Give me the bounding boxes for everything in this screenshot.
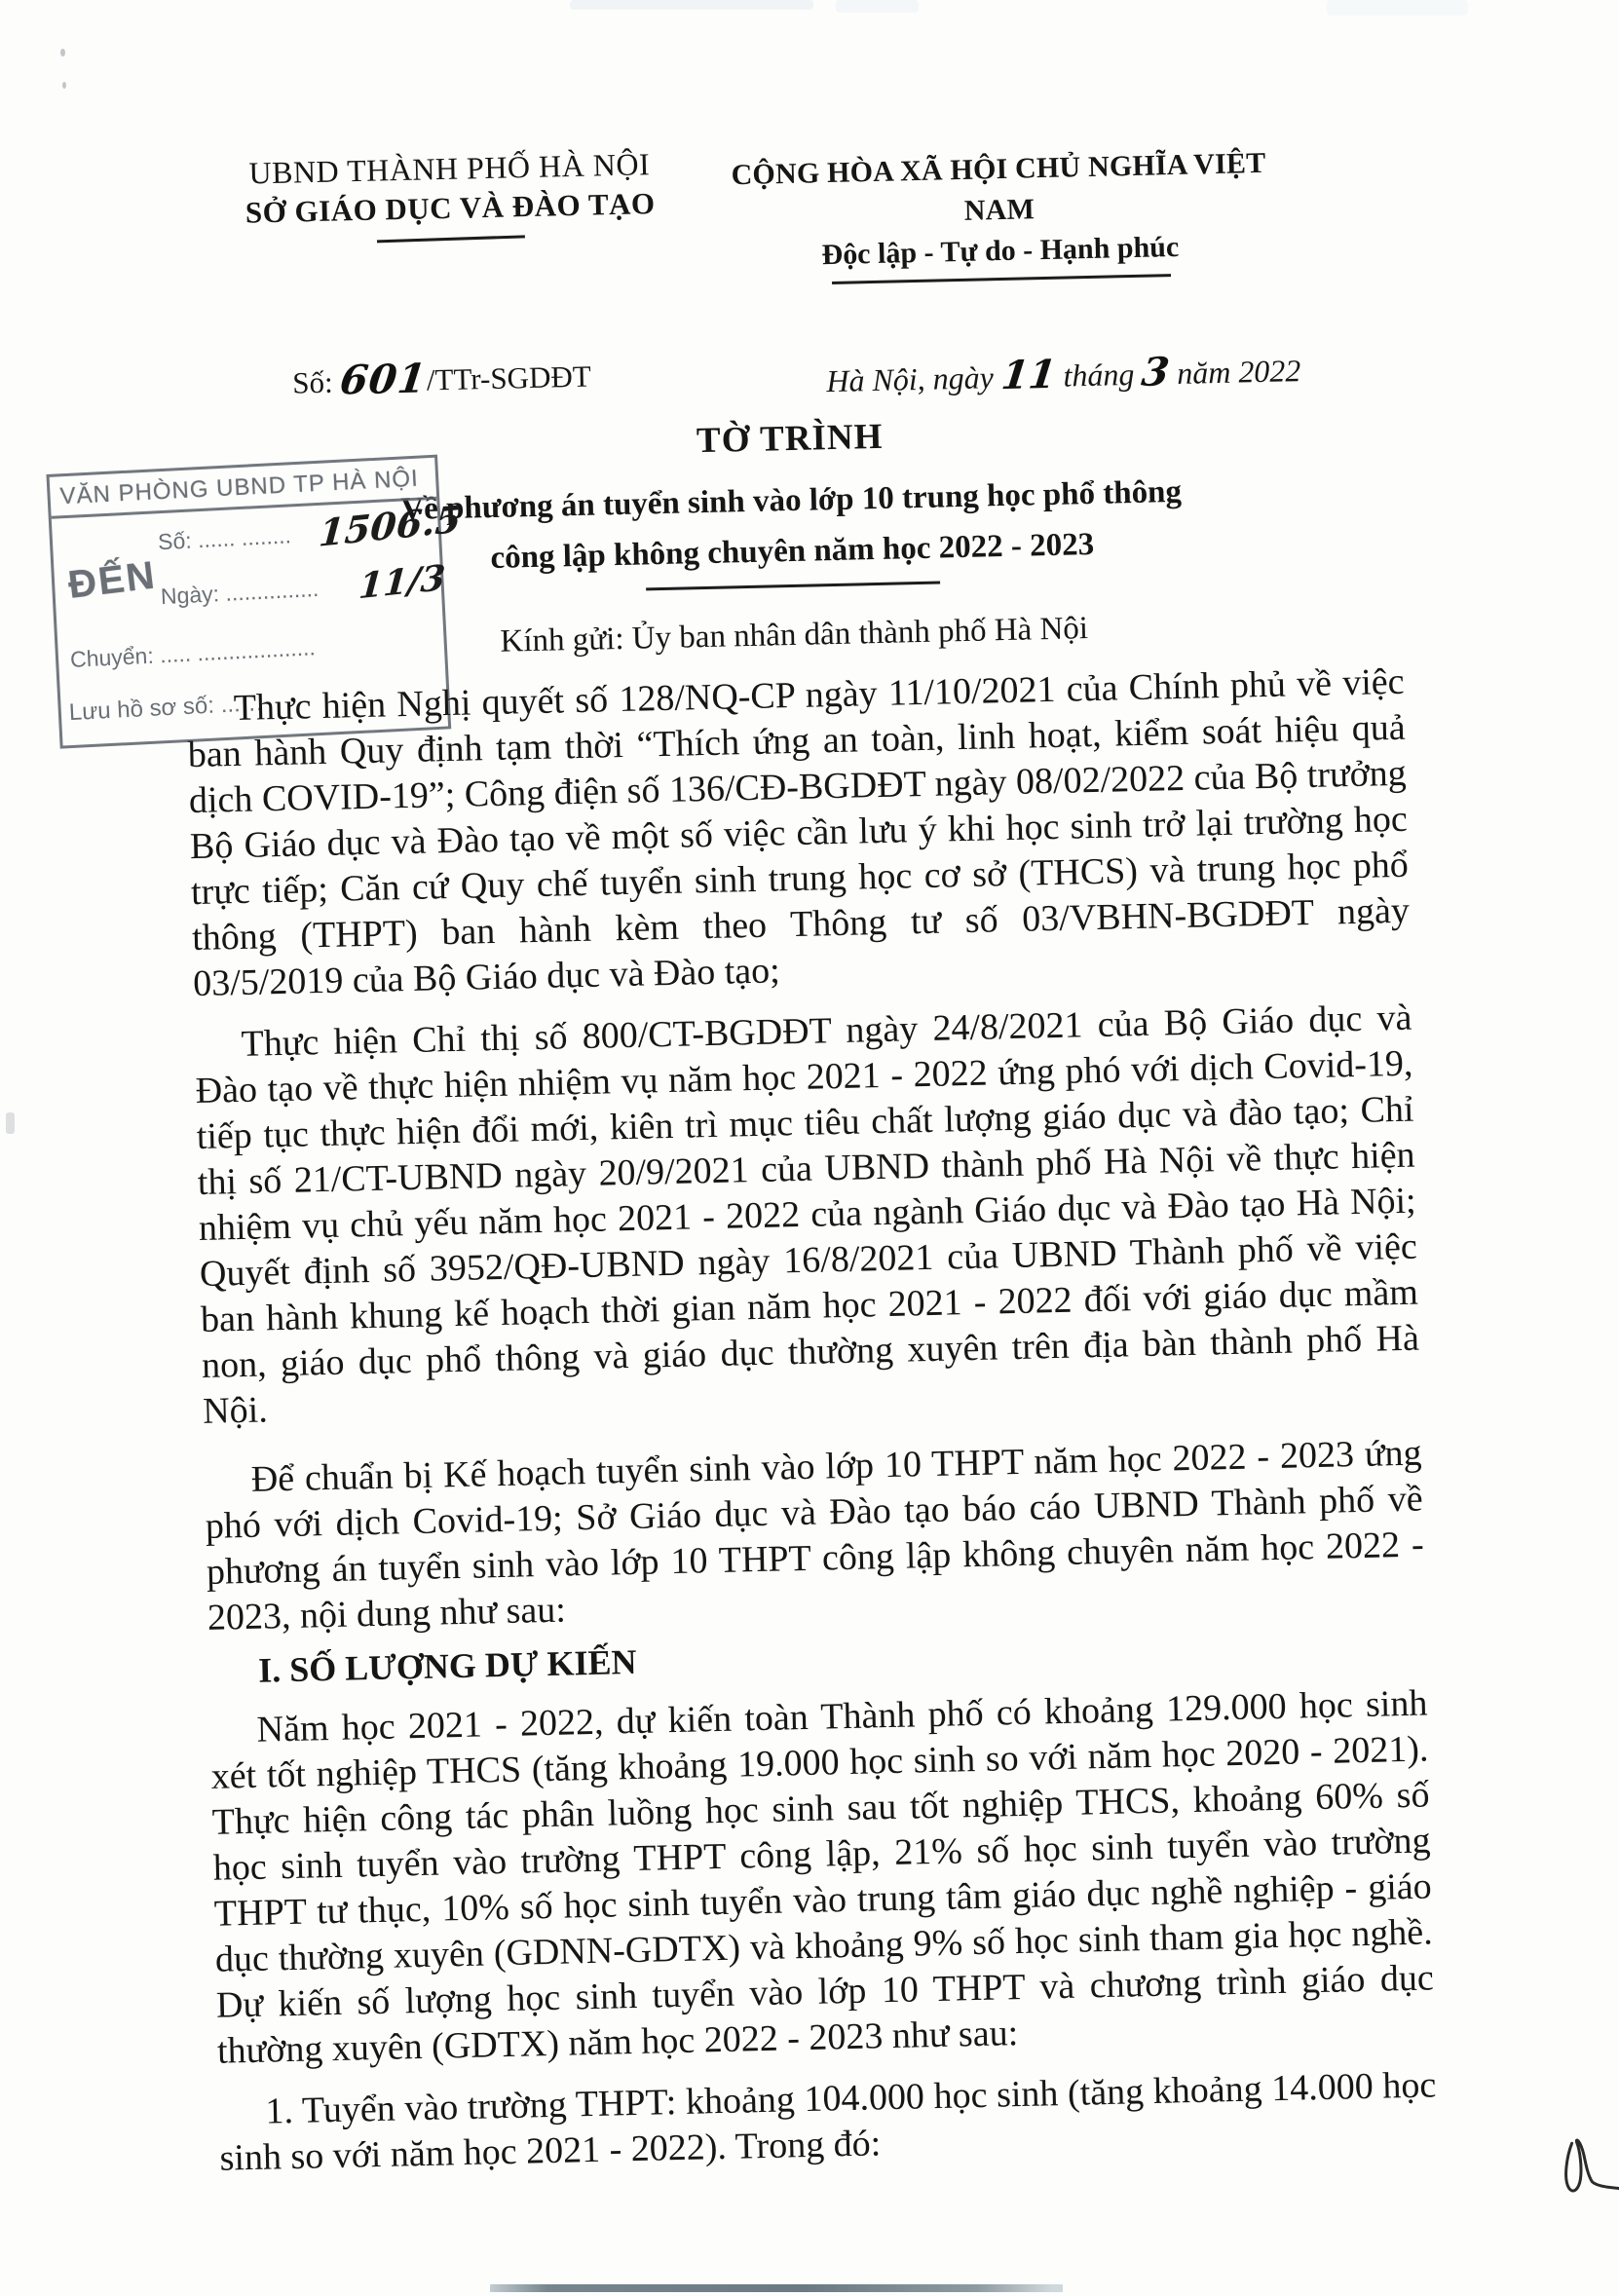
issuer-header — [215, 142, 685, 245]
stamp-forward-row: Chuyển: ..... ................... — [69, 634, 317, 672]
scan-edge-bar — [490, 2284, 1063, 2292]
stamp-number-handwritten: 1506.5 — [318, 496, 464, 555]
section-1-heading: I. SỐ LƯỢNG DỰ KIẾN — [257, 1641, 637, 1690]
paragraph-thpt-intake: 1. Tuyển vào trường THPT: khoảng 104.000 học sinh (tăng khoảng 14.000 học sinh so với năm học 2021 - 2022). Trong đó: — [219, 2064, 1437, 2179]
paragraph-enrollment-overview: Năm học 2021 - 2022, dự kiến toàn Thành phố có khoảng 129.000 học sinh xét tốt nghiệp THCS (tăng khoảng 19.000 học sinh so với năm học 2020 - 2021). Thực hiện công tác phân luồng học sinh sau tốt nghiệp THCS, khoảng 60% số học sinh tuyển vào trường THPT công lập, 21% số học sinh tuyển vào trường THPT tư thục, 10% số học sinh tuyển vào trung tâm giáo dục nghề nghiệp - giáo dục thường xuyên (GDNN-GDTX) và khoảng 9% số học sinh tham gia học nghề. Dự kiến số lượng học sinh tuyển vào lớp 10 THPT và chương trình giáo dục thường xuyên (GDTX) năm học 2022 - 2023 như sau: — [210, 1682, 1435, 2072]
date-place: Hà Nội, ngày — [825, 359, 995, 399]
paragraph-legal-basis-1: Thực hiện Nghị quyết số 128/NQ-CP ngày 11/10/2021 của Chính phủ về việc ban hành Quy định tạm thời “Thích ứng an toàn, linh hoạt, kiểm soát hiệu quả dịch COVID-19”; Công điện số 136/CĐ-BGDĐT ngày 08/02/2022 của Bộ trưởng Bộ Giáo dục và Đào tạo về một số việc cần lưu ý khi học sinh trở lại trường học trực tiếp; Căn cứ Quy chế tuyển sinh trung học cơ sở (THCS) và trung học phổ thông (THPT) ban hành kèm theo Thông tư số 03/VBHN-BGDĐT ngày 03/5/2019 của Bộ Giáo dục và Đào tạo; — [187, 660, 1411, 1005]
issuer-line2: SỞ GIÁO DỤC VÀ ĐÀO TẠO — [245, 186, 656, 230]
stamp-date-row — [160, 557, 447, 610]
stamp-den-label: ĐẾN — [65, 553, 159, 607]
doc-number-suffix: /TTr-SGDĐT — [426, 358, 592, 397]
document-subtitle-line1: Về phương án tuyển sinh vào lớp 10 trung học phổ thông — [399, 473, 1183, 528]
scan-smudge-top-3 — [1327, 0, 1468, 16]
stamp-date-dots: ........... — [249, 576, 320, 605]
stamp-date-handwritten: 11/3 — [357, 557, 447, 608]
scan-smudge-top-1 — [570, 0, 813, 10]
motto-line2: Độc lập - Tự do - Hạnh phúc — [821, 230, 1180, 272]
paragraph-legal-basis-2: Thực hiện Chỉ thị số 800/CT-BGDĐT ngày 24/8/2021 của Bộ Giáo dục và Đào tạo về thực hiện nhiệm vụ năm học 2021 - 2022 ứng phó với dịch Covid-19, tiếp tục thực hiện đổi mới, kiên trì mục tiêu chất lượng giáo dục và đào tạo; Chỉ thị số 21/CT-UBND ngày 20/9/2021 của UBND thành phố Hà Nội về thực hiện nhiệm vụ chủ yếu năm học 2021 - 2022 của ngành Giáo dục và Đào tạo Hà Nội; Quyết định số 3952/QĐ-UBND ngày 16/8/2021 của UBND Thành phố về việc ban hành khung kế hoạch thời gian năm học 2021 - 2022 đối với giáo dục mầm non, giáo dục phổ thông và giáo dục thường xuyên trên địa bàn thành phố Hà Nội. — [195, 997, 1420, 1432]
handwritten-initial-mark — [1542, 2132, 1619, 2210]
scan-smudge-top-2 — [836, 0, 919, 13]
paragraph-purpose: Để chuẩn bị Kế hoạch tuyển sinh vào lớp 10 THPT năm học 2022 - 2023 ứng phó với dịch Covid-19; Sở Giáo dục và Đào tạo báo cáo UBND Thành phố về phương án tuyển sinh vào lớp 10 THPT công lập không chuyên năm học 2022 - 2023, nội dung như sau: — [205, 1432, 1425, 1638]
subtitle-underline — [646, 582, 940, 591]
stamp-number-row — [157, 496, 464, 555]
date-day-handwritten: 11 — [998, 351, 1059, 399]
issuer-underline — [377, 235, 525, 243]
document-title: TỜ TRÌNH — [696, 416, 884, 462]
stamp-number-label: Số: .... — [157, 525, 224, 555]
doc-number-handwritten-value: 601 — [337, 355, 430, 404]
doc-number-label: Số: — [291, 364, 334, 400]
date-month-word: tháng — [1063, 356, 1135, 394]
national-motto-header — [718, 143, 1281, 287]
date-line — [826, 345, 1301, 401]
date-year: năm 2022 — [1176, 353, 1301, 391]
document-body — [186, 659, 1438, 2198]
date-month-handwritten: 3 — [1139, 349, 1172, 395]
motto-line1: CỘNG HÒA XÃ HỘI CHỦ NGHĨA VIỆT NAM — [731, 146, 1266, 227]
issuer-line1: UBND THÀNH PHỐ HÀ NỘI — [248, 146, 651, 191]
scan-speck-1 — [60, 49, 65, 56]
scan-speck-2 — [62, 82, 66, 89]
stamp-number-dots: .. ........ — [221, 522, 292, 551]
stamp-office-name: VĂN PHÒNG UBND TP HÀ NỘI — [50, 458, 437, 519]
document-subtitle-line2: công lập không chuyên năm học 2022 - 2023 — [490, 526, 1095, 576]
document-number — [292, 350, 591, 403]
salutation: Kính gửi: Ủy ban nhân dân thành phố Hà Nội — [500, 611, 1089, 659]
stamp-date-label: Ngày: .... — [160, 579, 251, 610]
scan-speck-3 — [6, 1112, 15, 1134]
motto-underline — [832, 274, 1171, 284]
stamp-file-row: Lưu hồ sơ số: ...… — [68, 690, 265, 727]
